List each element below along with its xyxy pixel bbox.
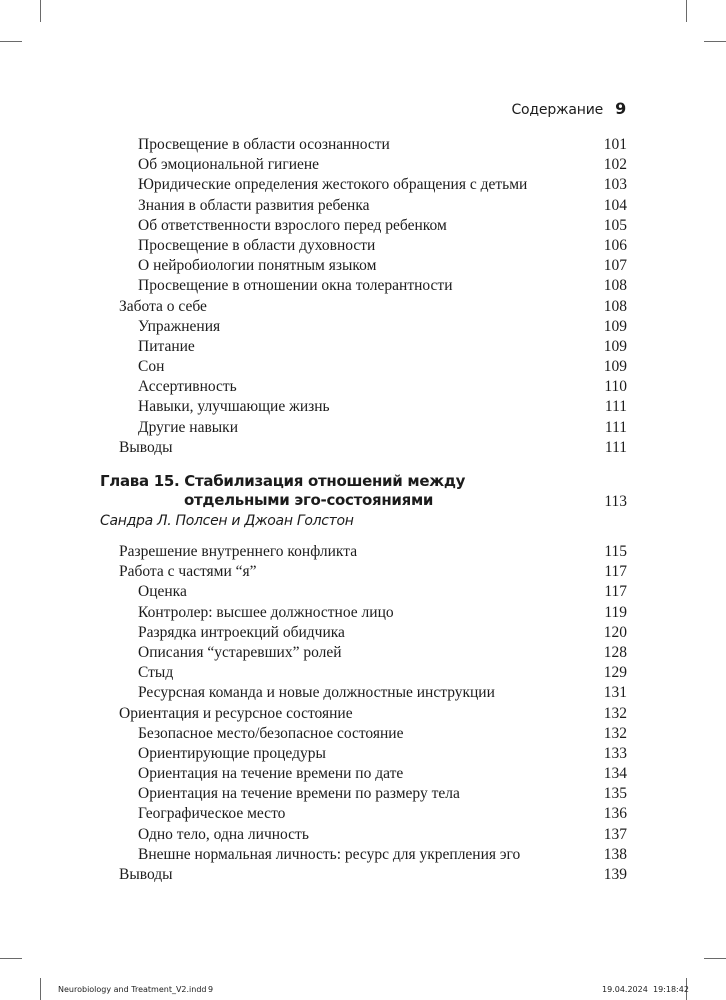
toc-entry (100, 397, 627, 417)
toc-entry-page: 136 (603, 805, 627, 823)
slug-page: 9 (208, 985, 214, 994)
toc-entry (100, 337, 627, 357)
toc-entry-title: Питание (138, 337, 195, 355)
toc-entry (100, 683, 627, 703)
toc-entry-title: О нейробиологии понятным языком (138, 257, 377, 275)
toc-entry (100, 256, 627, 276)
toc-entry-page: 103 (603, 176, 627, 194)
toc-entry (100, 804, 627, 824)
toc-entry-title: Другие навыки (138, 418, 239, 436)
toc-entry-title: Сон (138, 358, 165, 376)
toc-entry (100, 764, 627, 784)
toc-entry (100, 724, 627, 744)
slug-filename: Neurobiology and Treatment_V2.indd (58, 985, 207, 994)
toc-entry-page: 134 (603, 765, 627, 783)
toc-entry-title: Стыд (138, 664, 174, 682)
crop-mark (686, 0, 687, 22)
toc-entry (100, 865, 627, 885)
toc-entry-title: Просвещение в области духовности (138, 236, 376, 254)
toc-entry-title: Разрешение внутреннего конфликта (119, 543, 358, 560)
toc-entry (100, 216, 627, 236)
toc-entry-page: 107 (603, 257, 627, 275)
chapter-title-line2: отдельными эго-состояниями (184, 491, 434, 509)
crop-mark (40, 0, 41, 22)
toc-entry (100, 297, 627, 317)
toc-entry-page: 110 (604, 378, 627, 396)
crop-mark (0, 958, 22, 959)
toc-entry (100, 542, 627, 562)
page-number: 9 (615, 99, 626, 118)
toc-entry-page: 102 (603, 156, 627, 174)
toc-entry (100, 643, 627, 663)
toc-entry-page: 108 (603, 277, 627, 295)
toc-entry (100, 196, 627, 216)
table-of-contents (100, 135, 627, 885)
toc-entry (100, 438, 627, 458)
toc-entry-page: 131 (603, 684, 627, 702)
toc-entry-page: 105 (603, 216, 627, 234)
toc-entry-page: 117 (604, 563, 627, 581)
toc-entry-title: Географическое место (138, 805, 286, 823)
chapter-title-line1: Глава 15. Стабилизация отношений между (100, 472, 466, 490)
chapter-authors: Сандра Л. Полсен и Джоан Голстон (100, 513, 354, 529)
toc-entry-page: 108 (603, 297, 627, 315)
toc-entry-title: Разрядка интроекций обидчика (138, 623, 345, 641)
toc-entry (100, 825, 627, 845)
toc-entry-title: Ориентация на течение времени по размеру тела (138, 785, 460, 803)
toc-entry-title: Навыки, улучшающие жизнь (138, 398, 330, 416)
toc-entry-title: Безопасное место/безопасное состояние (138, 724, 404, 742)
toc-entry-title: Знания в области развития ребенка (138, 196, 370, 214)
toc-section-bottom (100, 542, 627, 885)
toc-entry-title: Забота о себе (119, 297, 207, 315)
toc-entry-page: 139 (603, 866, 627, 883)
toc-entry-title: Ориентация на течение времени по дате (138, 765, 404, 783)
toc-entry-page: 111 (604, 398, 627, 416)
running-head (511, 99, 626, 118)
toc-entry (100, 155, 627, 175)
toc-entry (100, 582, 627, 602)
toc-entry (100, 744, 627, 764)
toc-entry-page: 129 (603, 664, 627, 682)
toc-entry-title: Просвещение в области осознанности (138, 136, 390, 153)
toc-entry-title: Работа с частями “я” (119, 563, 257, 581)
toc-entry-title: Юридические определения жестокого обращения с детьми (138, 176, 528, 194)
toc-entry-page: 101 (603, 136, 627, 153)
toc-entry (100, 317, 627, 337)
toc-entry (100, 845, 627, 865)
toc-entry (100, 663, 627, 683)
toc-entry-page: 109 (603, 317, 627, 335)
toc-entry (100, 623, 627, 643)
toc-entry (100, 175, 627, 195)
toc-entry-title: Одно тело, одна личность (138, 825, 309, 843)
toc-entry-title: Ориентирующие процедуры (138, 744, 326, 762)
toc-entry (100, 236, 627, 256)
toc-entry-title: Об эмоциональной гигиене (138, 156, 320, 174)
crop-mark (704, 41, 726, 42)
toc-entry-title: Описания “устаревших” ролей (138, 643, 342, 661)
toc-entry-title: Ориентация и ресурсное состояние (119, 704, 353, 722)
toc-entry-page: 135 (603, 785, 627, 803)
toc-entry-title: Упражнения (138, 317, 221, 335)
toc-entry-title: Об ответственности взрослого перед ребенком (138, 216, 447, 234)
toc-section-top (100, 135, 627, 458)
crop-mark (0, 41, 22, 42)
toc-entry-title: Внешне нормальная личность: ресурс для укрепления эго (138, 845, 521, 863)
chapter-heading (100, 472, 627, 510)
slug-date: 19.04.2024 (602, 985, 648, 994)
toc-entry (100, 357, 627, 377)
chapter-page-number: 113 (604, 493, 627, 510)
crop-mark (40, 978, 41, 1000)
running-title: Содержание (511, 102, 604, 118)
toc-entry-page: 120 (603, 623, 627, 641)
toc-entry-page: 133 (603, 744, 627, 762)
toc-entry-page: 106 (603, 236, 627, 254)
toc-entry (100, 418, 627, 438)
toc-entry-page: 104 (603, 196, 627, 214)
toc-entry-page: 109 (603, 358, 627, 376)
toc-entry-page: 119 (604, 603, 627, 621)
toc-entry-page: 137 (603, 825, 627, 843)
toc-entry (100, 784, 627, 804)
toc-entry-page: 117 (604, 583, 627, 601)
toc-entry-page: 132 (603, 724, 627, 742)
toc-entry-title: Просвещение в отношении окна толерантности (138, 277, 453, 295)
slug-time: 19:18:42 (653, 985, 689, 994)
toc-entry (100, 704, 627, 724)
toc-entry-title: Выводы (119, 438, 173, 456)
toc-entry-page: 132 (603, 704, 627, 722)
toc-entry (100, 377, 627, 397)
toc-entry-page: 109 (603, 337, 627, 355)
toc-entry-title: Оценка (138, 583, 187, 601)
toc-entry-title: Ассертивность (138, 378, 237, 396)
toc-entry-page: 138 (603, 845, 627, 863)
toc-entry-page: 111 (604, 418, 627, 436)
toc-entry (100, 276, 627, 296)
toc-entry-title: Ресурсная команда и новые должностные инструкции (138, 684, 495, 702)
crop-mark (704, 958, 726, 959)
toc-entry-page: 115 (604, 543, 627, 560)
toc-entry-page: 128 (603, 643, 627, 661)
toc-entry (100, 603, 627, 623)
toc-entry (100, 562, 627, 582)
toc-entry-title: Выводы (119, 866, 173, 883)
toc-entry (100, 135, 627, 155)
toc-entry-title: Контролер: высшее должностное лицо (138, 603, 394, 621)
toc-entry-page: 111 (604, 438, 627, 456)
